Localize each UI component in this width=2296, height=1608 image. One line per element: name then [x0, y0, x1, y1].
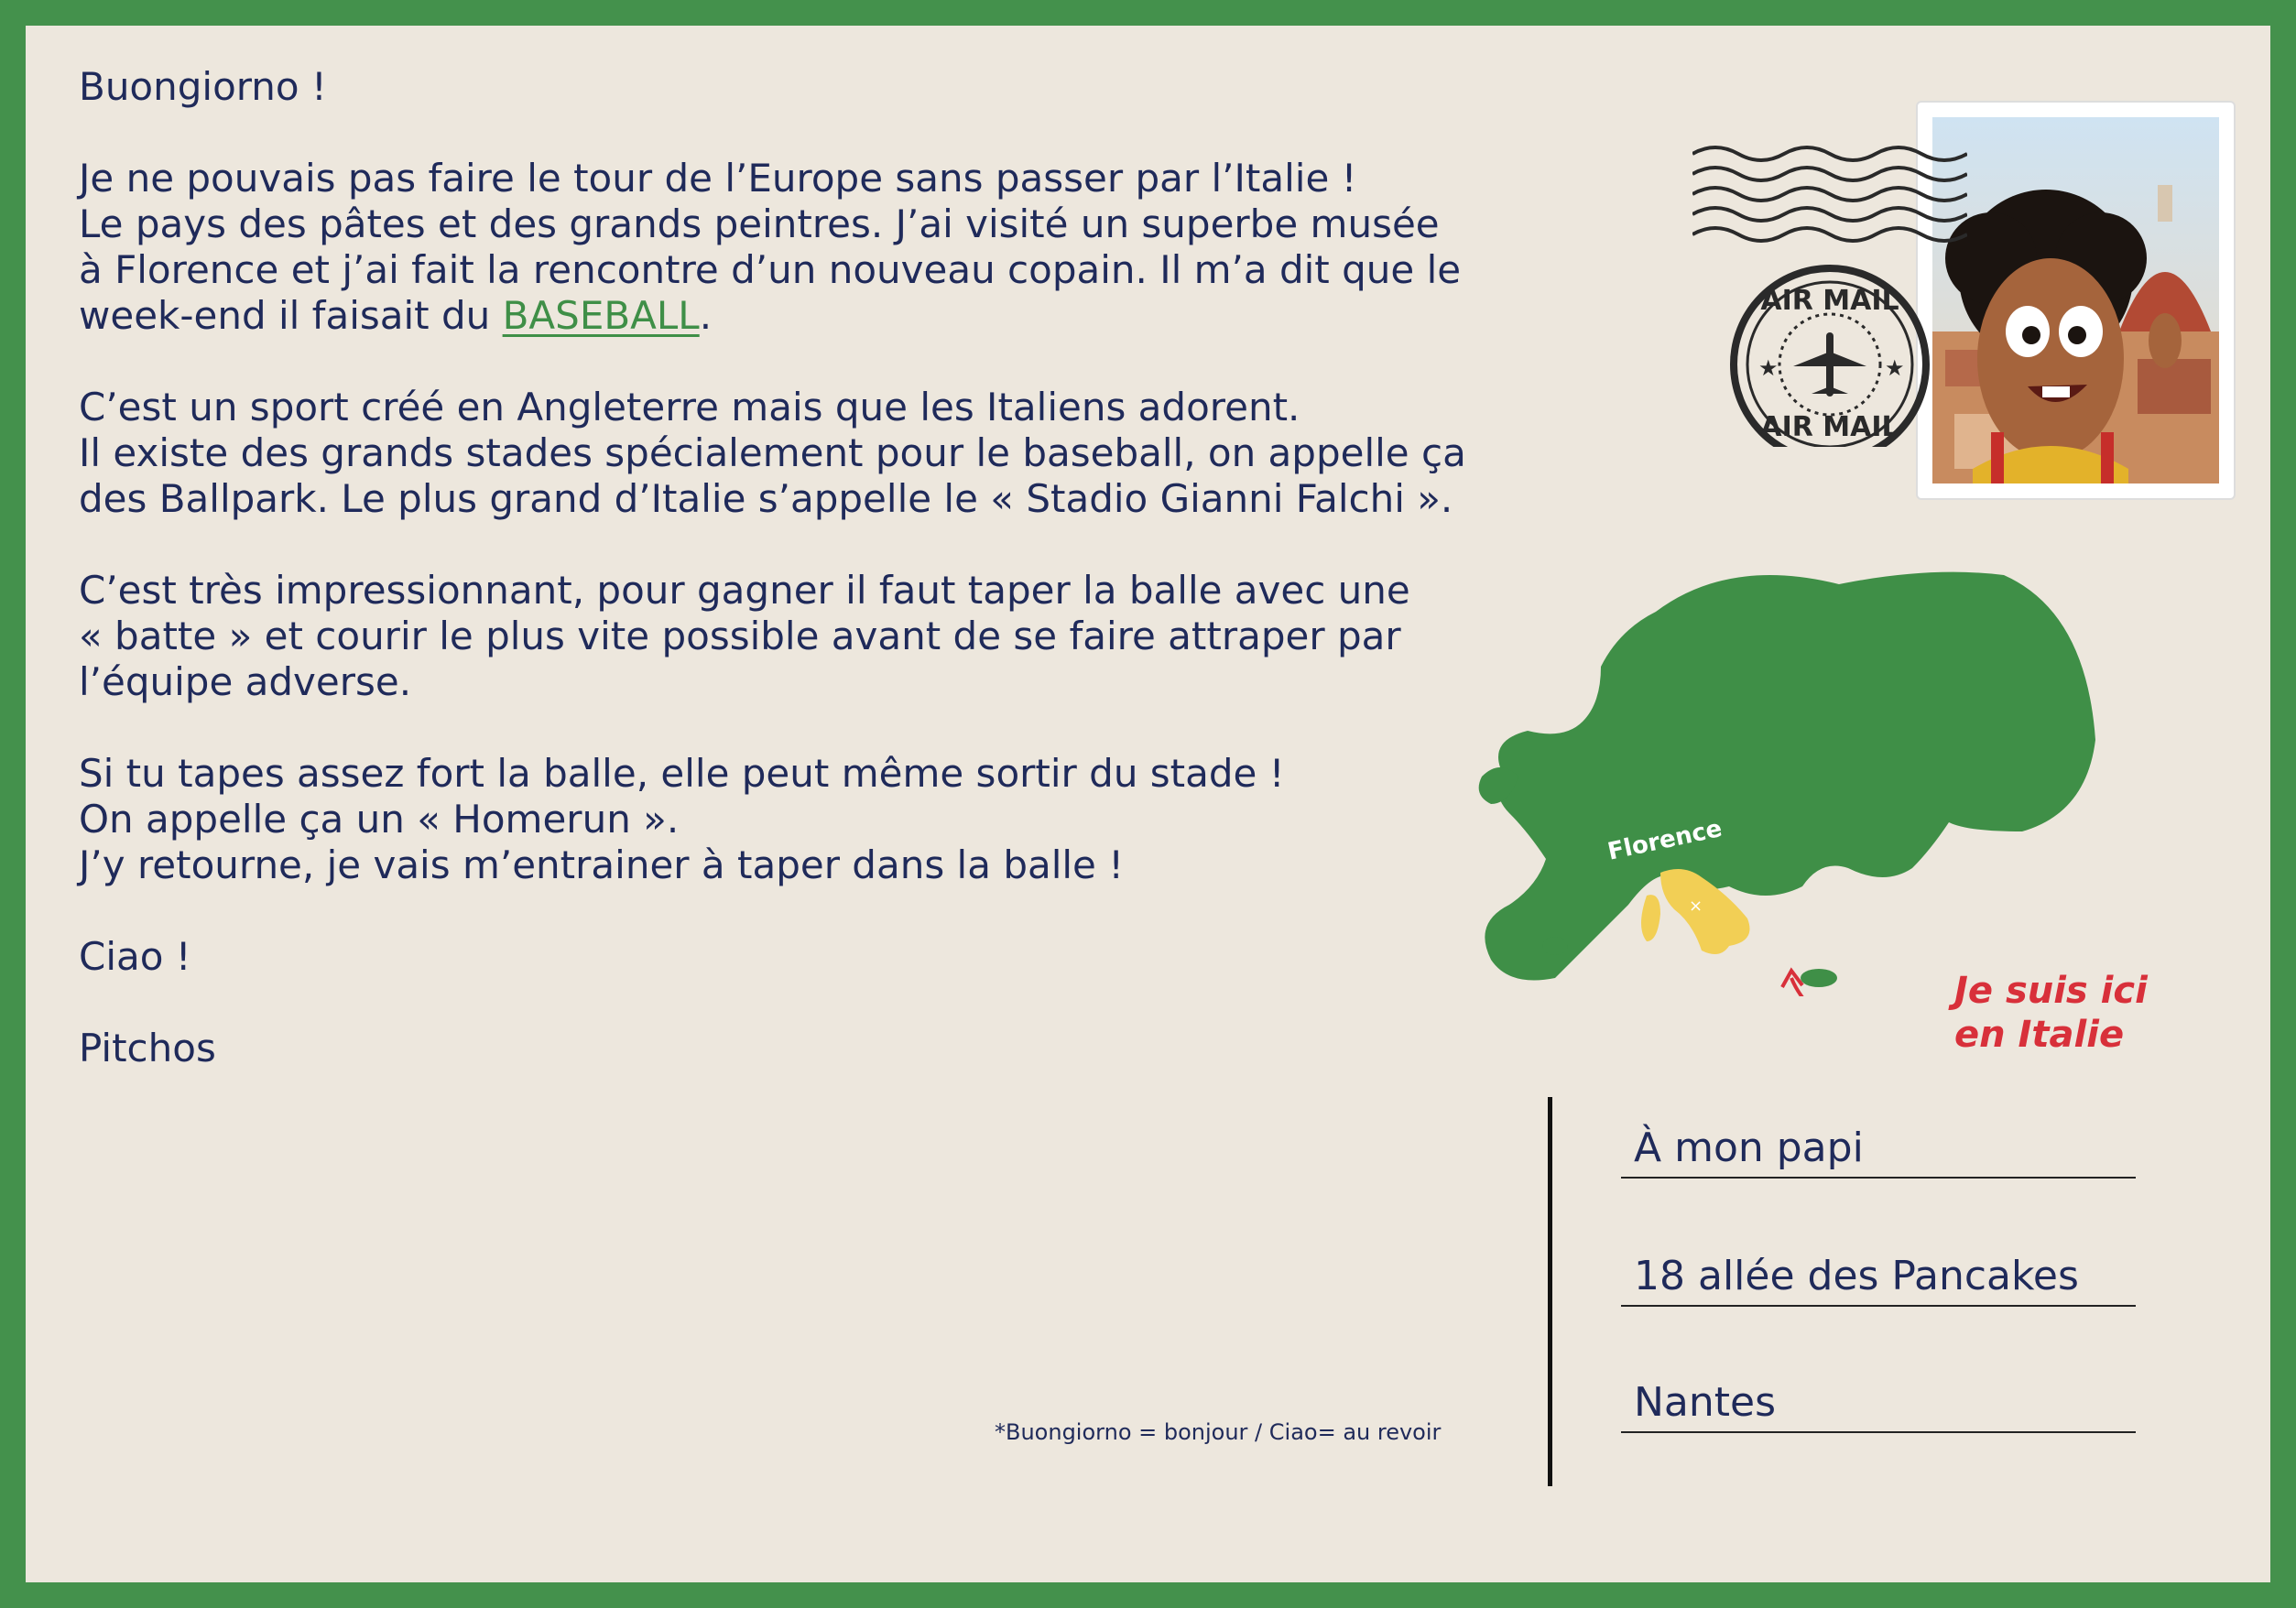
letter-line: On appelle ça un « Homerun ».	[79, 797, 680, 842]
footnote: *Buongiorno = bonjour / Ciao= au revoir	[995, 1419, 1442, 1445]
florence-marker-icon: ×	[1689, 896, 1703, 916]
letter-line: Je ne pouvais pas faire le tour de l’Europe sans passer par l’Italie !	[79, 156, 1357, 201]
greeting: Buongiorno !	[79, 64, 327, 109]
island	[1542, 937, 1568, 955]
postmark-graphic	[1692, 136, 1967, 447]
paragraph-2	[79, 385, 1526, 522]
paragraph-1	[79, 156, 1526, 339]
map-city-label: Florence	[1605, 815, 1725, 866]
letter-line: Le pays des pâtes et des grands peintres. J’ai visité un superbe musée	[79, 201, 1440, 246]
signature: Pitchos	[79, 1026, 216, 1070]
closing: Ciao !	[79, 934, 191, 979]
sardinia	[1641, 895, 1660, 941]
paragraph-3	[79, 568, 1526, 705]
postmark-top-text: AIR MAIL	[1760, 285, 1899, 317]
star-icon: ★	[1758, 355, 1779, 381]
europe-landmass	[1485, 572, 2095, 981]
address-divider	[1548, 1097, 1552, 1486]
island	[1801, 969, 1837, 987]
europe-map-graphic	[1454, 557, 2114, 996]
letter-line: week-end il faisait du BASEBALL.	[79, 293, 713, 338]
paragraph-4	[79, 751, 1526, 888]
letter-line: Si tu tapes assez fort la balle, elle peut même sortir du stade !	[79, 751, 1285, 796]
postmark-bottom-text: AIR MAIL	[1760, 411, 1899, 443]
address-line-recipient: À mon papi	[1621, 1125, 2136, 1179]
letter-line: à Florence et j’ai fait la rencontre d’un nouveau copain. Il m’a dit que le	[79, 247, 1462, 292]
letter-line: « batte » et courir le plus vite possible avant de se faire attraper par	[79, 614, 1401, 658]
letter-line: l’équipe adverse.	[79, 659, 412, 704]
address-line-city: Nantes	[1621, 1379, 2136, 1433]
europe-map	[1454, 557, 2114, 1000]
air-mail-postmark	[1692, 136, 1967, 451]
letter-line: Il existe des grands stades spécialement pour le baseball, on appelle ça	[79, 430, 1466, 475]
baseball-link[interactable]: BASEBALL	[502, 293, 700, 338]
letter-line: C’est très impressionnant, pour gagner il faut taper la balle avec une	[79, 568, 1410, 613]
letter-line: des Ballpark. Le plus grand d’Italie s’appelle le « Stadio Gianni Falchi ».	[79, 476, 1453, 521]
letter-line: C’est un sport créé en Angleterre mais que les Italiens adorent.	[79, 385, 1300, 429]
map-annotation: Je suis ici en Italie	[1954, 970, 2148, 1056]
star-icon: ★	[1885, 355, 1905, 381]
letter-line: J’y retourne, je vais m’entrainer à taper dans la balle !	[79, 842, 1125, 887]
address-line-street: 18 allée des Pancakes	[1621, 1253, 2136, 1307]
letter-body	[79, 64, 1526, 1117]
airplane-icon	[1793, 332, 1866, 397]
